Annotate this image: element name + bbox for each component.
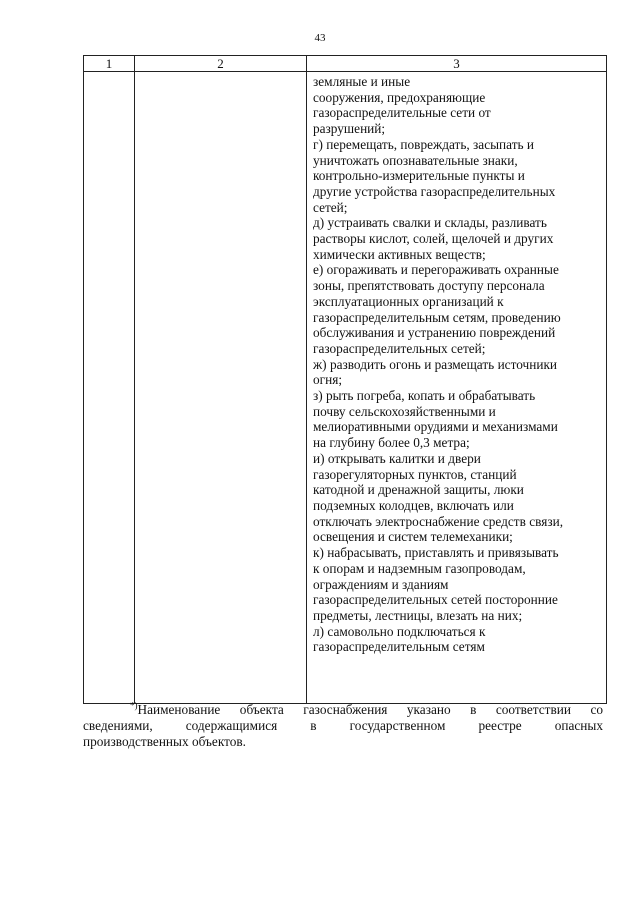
table-cell-line: газораспределительным сетям, проведению	[313, 309, 561, 325]
page-number: 43	[314, 32, 326, 44]
table-cell-line: зоны, препятствовать доступу персонала	[313, 278, 545, 294]
footnote	[83, 702, 603, 750]
table-cell-line: разрушений;	[313, 121, 386, 137]
table-row	[84, 72, 607, 704]
table-cell-line: освещения и систем телемеханики;	[313, 529, 513, 545]
table-cell-line: на глубину более 0,3 метра;	[313, 435, 470, 451]
table-cell-line: ограждениям и зданиям	[313, 576, 449, 592]
table-cell-line: огня;	[313, 372, 343, 388]
table-cell-line: подземных колодцев, включать или	[313, 497, 514, 513]
table-cell-line: сетей;	[313, 199, 348, 215]
table-cell-col3	[307, 72, 607, 704]
table-cell-line: д) устраивать свалки и склады, разливать	[313, 215, 547, 231]
table-cell-line: сооружения, предохраняющие	[313, 89, 486, 105]
table-cell-line: катодной и дренажной защиты, люки	[313, 482, 524, 498]
table-cell-line: газораспределительных сетей;	[313, 340, 486, 356]
table-cell-line: газораспределительные сети от	[313, 105, 491, 121]
footnote-line: производственных объектов.	[83, 734, 246, 749]
table-cell-line: газорегуляторных пунктов, станций	[313, 466, 517, 482]
column-header-3: 3	[307, 56, 607, 72]
table-cell-line: газораспределительным сетям	[313, 639, 485, 655]
table-cell-line: з) рыть погреба, копать и обрабатывать	[313, 388, 536, 404]
table-header-row	[84, 56, 607, 72]
prohibitions-list	[307, 72, 606, 655]
footnote-line: сведениями, содержащимися в государственном реестре опасных	[83, 718, 603, 733]
document-table	[83, 55, 607, 704]
table-cell-line: предметы, лестницы, влезать на них;	[313, 607, 523, 623]
table-cell-line: растворы кислот, солей, щелочей и других	[313, 231, 554, 247]
table-cell-line: и) открывать калитки и двери	[313, 450, 481, 466]
table-cell-line: ж) разводить огонь и размещать источники	[313, 356, 558, 372]
table-cell-line: другие устройства газораспределительных	[313, 183, 556, 199]
table-cell-line: газораспределительных сетей посторонние	[313, 592, 558, 608]
column-header-2: 2	[135, 56, 307, 72]
table-cell-line: химически активных веществ;	[313, 246, 486, 262]
table-cell-line: л) самовольно подключаться к	[313, 623, 486, 639]
table-cell-line: е) огораживать и перегораживать охранные	[313, 262, 559, 278]
table-cell-line: эксплуатационных организаций к	[313, 293, 504, 309]
table-cell-col2	[135, 72, 307, 704]
footnote-line	[83, 702, 603, 718]
table-cell-line: земляные и иные	[313, 74, 411, 89]
table-cell-line: мелиоративными орудиями и механизмами	[313, 419, 558, 435]
table-cell-col1	[84, 72, 135, 704]
table-cell-line: уничтожать опознавательные знаки,	[313, 152, 518, 168]
table-cell-line: г) перемещать, повреждать, засыпать и	[313, 136, 535, 152]
footnote-line-text: Наименование объекта газоснабжения указано в соответствии со	[137, 702, 603, 717]
column-header-1: 1	[84, 56, 135, 72]
table-cell-line: контрольно-измерительные пункты и	[313, 168, 525, 184]
table-cell-line: к) набрасывать, приставлять и привязывать	[313, 545, 559, 561]
footnote-marker: *)	[130, 700, 138, 711]
table-cell-line: к опорам и надземным газопроводам,	[313, 560, 526, 576]
table-cell-line: почву сельскохозяйственными и	[313, 403, 496, 419]
table-cell-line: отключать электроснабжение средств связи,	[313, 513, 564, 529]
table-cell-line: обслуживания и устранению повреждений	[313, 325, 556, 341]
